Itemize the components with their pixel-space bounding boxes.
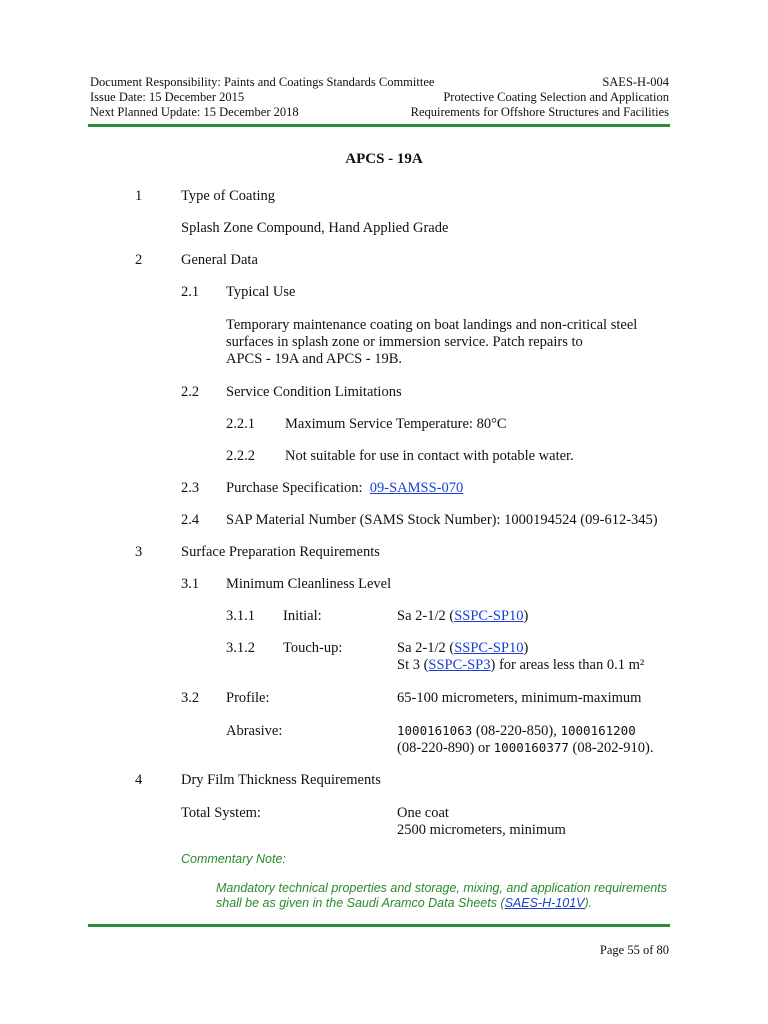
section-2-2-label: Service Condition Limitations [226,384,402,400]
section-2-2-number: 2.2 [181,384,200,400]
section-3-1-label: Minimum Cleanliness Level [226,576,392,592]
header-next-update: Next Planned Update: 15 December 2018 [90,105,299,119]
section-2-3-line [226,480,463,497]
section-3-1-2b-pre: St 3 ( [397,657,429,673]
header-responsibility: Document Responsibility: Paints and Coatings Standards Committee [90,75,435,89]
section-3-1-number: 3.1 [181,576,200,592]
sspc-sp10-link[interactable]: SSPC-SP10 [454,608,524,624]
section-4-number: 4 [135,772,143,788]
commentary-heading: Commentary Note: [181,852,286,866]
abrasive-text-3: (08-202-910). [568,740,654,756]
section-2-2-2-text: Not suitable for use in contact with potable water. [285,448,574,464]
section-3-1-2-pre: Sa 2-1/2 ( [397,640,455,656]
abrasive-text-1: (08-220-850), [472,723,561,739]
section-3-1-1-label: Initial: [283,608,322,624]
section-3-number: 3 [135,544,143,560]
section-3-2-label: Profile: [226,690,270,706]
section-2-1-label: Typical Use [226,284,296,300]
section-3-1-1-pre: Sa 2-1/2 ( [397,608,455,624]
samss-070-link[interactable]: 09-SAMSS-070 [369,480,464,496]
total-system-label: Total System: [181,805,261,821]
section-3-1-2-value-1 [397,640,528,657]
section-3-label: Surface Preparation Requirements [181,544,380,560]
abrasive-text-2: (08-220-890) or [397,740,494,756]
header-doc-number: SAES-H-004 [602,75,669,89]
section-2-1-number: 2.1 [181,284,200,300]
abrasive-line2 [397,740,654,757]
header-doc-title-line2: Requirements for Offshore Structures and Facilities [410,105,669,119]
page-title: APCS - 19A [345,151,423,167]
commentary-line2-post: ). [584,896,593,910]
section-2-number: 2 [135,252,143,268]
section-2-2-2-number: 2.2.2 [226,448,255,464]
total-system-line2: 2500 micrometers, minimum [397,822,566,838]
sspc-sp10-link[interactable]: SSPC-SP10 [454,640,524,656]
section-4-label: Dry Film Thickness Requirements [181,772,381,788]
section-3-1-1-number: 3.1.1 [226,608,255,624]
section-2-2-1-number: 2.2.1 [226,416,255,432]
header-rule [88,124,670,127]
section-3-1-2b-post: ) for areas less than 0.1 m² [490,657,645,673]
section-2-4-number: 2.4 [181,512,200,528]
section-2-3-label: Purchase Specification: [226,480,370,496]
section-3-1-2-number: 3.1.2 [226,640,255,656]
section-2-1-line3: APCS - 19A and APCS - 19B. [226,351,403,367]
abrasive-line1 [397,723,636,740]
section-3-1-2-value-2 [397,657,644,674]
section-1-label: Type of Coating [181,188,276,204]
section-2-3-number: 2.3 [181,480,200,496]
section-1-text: Splash Zone Compound, Hand Applied Grade [181,220,449,236]
header-issue-date: Issue Date: 15 December 2015 [90,90,245,104]
footer-rule [88,924,670,927]
sspc-sp3-link[interactable]: SSPC-SP3 [428,657,491,673]
section-2-1-line2: surfaces in splash zone or immersion service. Patch repairs to [226,334,583,350]
abrasive-code-2: 1000161200 [560,723,636,738]
abrasive-code-1: 1000161063 [397,723,473,738]
commentary-line1: Mandatory technical properties and storage, mixing, and application requirements [216,881,667,895]
abrasive-label: Abrasive: [226,723,283,739]
saes-h-101v-link[interactable]: SAES-H-101V [504,896,585,910]
total-system-line1: One coat [397,805,449,821]
section-3-1-1-post: ) [523,608,529,624]
commentary-line2-pre: shall be as given in the Saudi Aramco Data Sheets ( [216,896,505,910]
abrasive-code-3: 1000160377 [493,740,569,755]
section-3-1-2-post: ) [523,640,529,656]
section-3-2-number: 3.2 [181,690,200,706]
section-2-4-text: SAP Material Number (SAMS Stock Number): 1000194524 (09-612-345) [226,512,658,528]
section-3-1-1-value [397,608,528,625]
section-2-label: General Data [181,252,258,268]
section-3-1-2-label: Touch-up: [283,640,343,656]
commentary-line2 [216,896,592,910]
section-3-2-value: 65-100 micrometers, minimum-maximum [397,690,642,706]
section-1-number: 1 [135,188,143,204]
section-2-2-1-text: Maximum Service Temperature: 80°C [285,416,507,432]
section-2-1-line1: Temporary maintenance coating on boat landings and non-critical steel [226,317,638,333]
header-doc-title-line1: Protective Coating Selection and Application [443,90,669,104]
page-number: Page 55 of 80 [599,943,669,957]
